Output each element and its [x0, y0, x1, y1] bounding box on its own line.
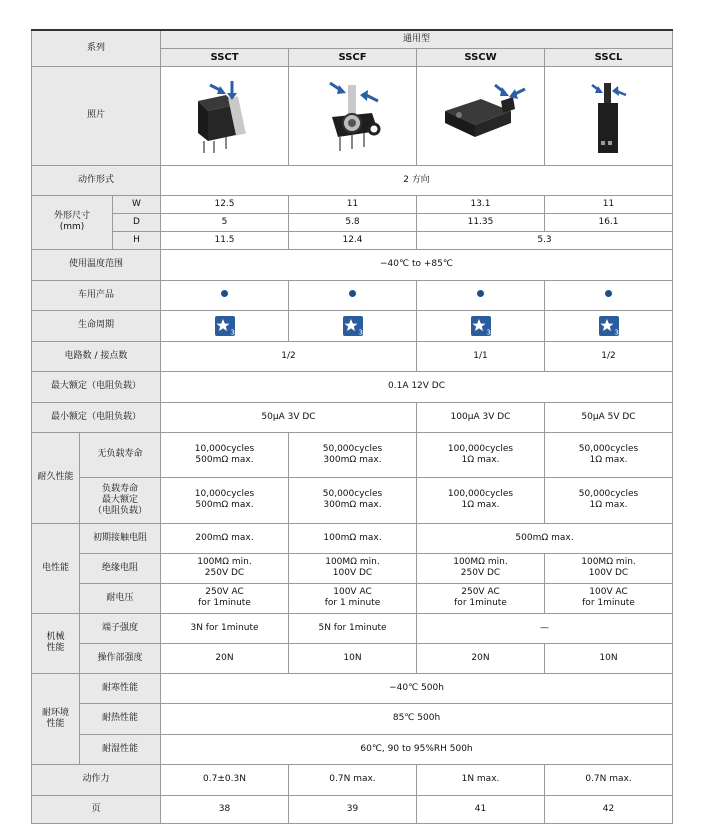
- auto-mark-sscw: [417, 280, 545, 310]
- page-sscf: 39: [289, 795, 417, 823]
- terminal-label: 端子强度: [80, 613, 161, 643]
- dim-d-sscl: 16.1: [545, 213, 673, 231]
- lifecycle-star-icon: [343, 316, 363, 336]
- dim-h-sscw-sscl: 5.3: [417, 231, 673, 249]
- dim-d-sscw: 11.35: [417, 213, 545, 231]
- sscw-switch-photo-icon: [431, 71, 531, 161]
- no-load-sscw: 100,000cycles 1Ω max.: [417, 432, 545, 477]
- cold-value: −40℃ 500h: [161, 673, 673, 703]
- model-sscf: SSCF: [289, 48, 417, 66]
- page-sscl: 42: [545, 795, 673, 823]
- model-sscw: SSCW: [417, 48, 545, 66]
- svg-text:3: 3: [486, 328, 491, 336]
- lifecycle-star-icon: [471, 316, 491, 336]
- life-sscl: [545, 310, 673, 341]
- dim-d-label: D: [113, 213, 161, 231]
- load-sscf: 50,000cycles 300mΩ max.: [289, 477, 417, 523]
- auto-dot-icon: [221, 290, 228, 297]
- dim-w-label: W: [113, 195, 161, 213]
- auto-mark-sscl: [545, 280, 673, 310]
- operation-value: 2 方向: [161, 165, 673, 195]
- load-ssct: 10,000cycles 500mΩ max.: [161, 477, 289, 523]
- dim-h-sscf: 12.4: [289, 231, 417, 249]
- voltage-sscf: 100V AC for 1 minute: [289, 583, 417, 613]
- temp-value: −40℃ to +85℃: [161, 249, 673, 280]
- auto-dot-icon: [477, 290, 484, 297]
- force-sscl: 0.7N max.: [545, 764, 673, 795]
- environment-group: 耐环境 性能: [32, 673, 80, 764]
- model-sscl: SSCL: [545, 48, 673, 66]
- contact-sscw-sscl: 500mΩ max.: [417, 523, 673, 553]
- group-header: 通用型: [161, 30, 673, 48]
- ssct-switch-photo-icon: [180, 71, 270, 161]
- max-rating-value: 0.1A 12V DC: [161, 371, 673, 402]
- series-header: 系列: [32, 30, 161, 66]
- svg-text:3: 3: [230, 328, 235, 336]
- life-ssct: [161, 310, 289, 341]
- dim-w-sscw: 13.1: [417, 195, 545, 213]
- durability-group: 耐久性能: [32, 432, 80, 523]
- page-label: 页: [32, 795, 161, 823]
- voltage-label: 耐电压: [80, 583, 161, 613]
- max-rating-label: 最大额定（电阻负载）: [32, 371, 161, 402]
- force-sscw: 1N max.: [417, 764, 545, 795]
- min-rating-ssct-sscf: 50μA 3V DC: [161, 402, 417, 432]
- insulation-sscw: 100MΩ min. 250V DC: [417, 553, 545, 583]
- voltage-ssct: 250V AC for 1minute: [161, 583, 289, 613]
- no-load-ssct: 10,000cycles 500mΩ max.: [161, 432, 289, 477]
- auto-dot-icon: [605, 290, 612, 297]
- model-ssct: SSCT: [161, 48, 289, 66]
- circuits-ssct-sscf: 1/2: [161, 341, 417, 371]
- auto-mark-ssct: [161, 280, 289, 310]
- svg-text:3: 3: [358, 328, 363, 336]
- voltage-sscw: 250V AC for 1minute: [417, 583, 545, 613]
- insulation-sscl: 100MΩ min. 100V DC: [545, 553, 673, 583]
- min-rating-sscw: 100μA 3V DC: [417, 402, 545, 432]
- page-sscw: 41: [417, 795, 545, 823]
- min-rating-sscl: 50μA 5V DC: [545, 402, 673, 432]
- load-label: 负载寿命 最大额定 （电阻负载）: [80, 477, 161, 523]
- page-ssct: 38: [161, 795, 289, 823]
- no-load-sscf: 50,000cycles 300mΩ max.: [289, 432, 417, 477]
- actuator-sscf: 10N: [289, 643, 417, 673]
- dim-d-ssct: 5: [161, 213, 289, 231]
- force-label: 动作力: [32, 764, 161, 795]
- no-load-label: 无负载寿命: [80, 432, 161, 477]
- life-sscw: [417, 310, 545, 341]
- force-ssct: 0.7±0.3N: [161, 764, 289, 795]
- load-sscl: 50,000cycles 1Ω max.: [545, 477, 673, 523]
- dim-d-sscf: 5.8: [289, 213, 417, 231]
- force-sscf: 0.7N max.: [289, 764, 417, 795]
- dim-h-label: H: [113, 231, 161, 249]
- heat-value: 85℃ 500h: [161, 703, 673, 734]
- electrical-group: 电性能: [32, 523, 80, 613]
- actuator-sscw: 20N: [417, 643, 545, 673]
- photo-ssct: [161, 66, 289, 165]
- voltage-sscl: 100V AC for 1minute: [545, 583, 673, 613]
- photo-label: 照片: [32, 66, 161, 165]
- life-sscf: [289, 310, 417, 341]
- min-rating-label: 最小额定（电阻负载）: [32, 402, 161, 432]
- humidity-label: 耐湿性能: [80, 734, 161, 764]
- dim-w-sscf: 11: [289, 195, 417, 213]
- sscl-switch-photo-icon: [574, 71, 644, 161]
- svg-text:3: 3: [614, 328, 619, 336]
- insulation-ssct: 100MΩ min. 250V DC: [161, 553, 289, 583]
- contact-label: 初期接触电阻: [80, 523, 161, 553]
- circuits-label: 电路数 / 接点数: [32, 341, 161, 371]
- temp-label: 使用温度范围: [32, 249, 161, 280]
- lifecycle-star-icon: [599, 316, 619, 336]
- sscf-switch-photo-icon: [308, 71, 398, 161]
- mechanical-group: 机械 性能: [32, 613, 80, 673]
- photo-sscw: [417, 66, 545, 165]
- auto-label: 车用产品: [32, 280, 161, 310]
- auto-dot-icon: [349, 290, 356, 297]
- circuits-sscw: 1/1: [417, 341, 545, 371]
- circuits-sscl: 1/2: [545, 341, 673, 371]
- dim-w-ssct: 12.5: [161, 195, 289, 213]
- terminal-sscw-sscl: —: [417, 613, 673, 643]
- auto-mark-sscf: [289, 280, 417, 310]
- actuator-sscl: 10N: [545, 643, 673, 673]
- insulation-label: 绝缘电阻: [80, 553, 161, 583]
- contact-sscf: 100mΩ max.: [289, 523, 417, 553]
- contact-ssct: 200mΩ max.: [161, 523, 289, 553]
- load-sscw: 100,000cycles 1Ω max.: [417, 477, 545, 523]
- dim-h-ssct: 11.5: [161, 231, 289, 249]
- insulation-sscf: 100MΩ min. 100V DC: [289, 553, 417, 583]
- cold-label: 耐寒性能: [80, 673, 161, 703]
- photo-sscl: [545, 66, 673, 165]
- actuator-label: 操作部强度: [80, 643, 161, 673]
- terminal-ssct: 3N for 1minute: [161, 613, 289, 643]
- spec-table: [31, 29, 673, 824]
- actuator-ssct: 20N: [161, 643, 289, 673]
- lifecycle-star-icon: [215, 316, 235, 336]
- dim-w-sscl: 11: [545, 195, 673, 213]
- heat-label: 耐热性能: [80, 703, 161, 734]
- terminal-sscf: 5N for 1minute: [289, 613, 417, 643]
- dims-label: 外形尺寸 (mm): [32, 195, 113, 249]
- operation-label: 动作形式: [32, 165, 161, 195]
- no-load-sscl: 50,000cycles 1Ω max.: [545, 432, 673, 477]
- photo-sscf: [289, 66, 417, 165]
- life-label: 生命周期: [32, 310, 161, 341]
- humidity-value: 60℃, 90 to 95%RH 500h: [161, 734, 673, 764]
